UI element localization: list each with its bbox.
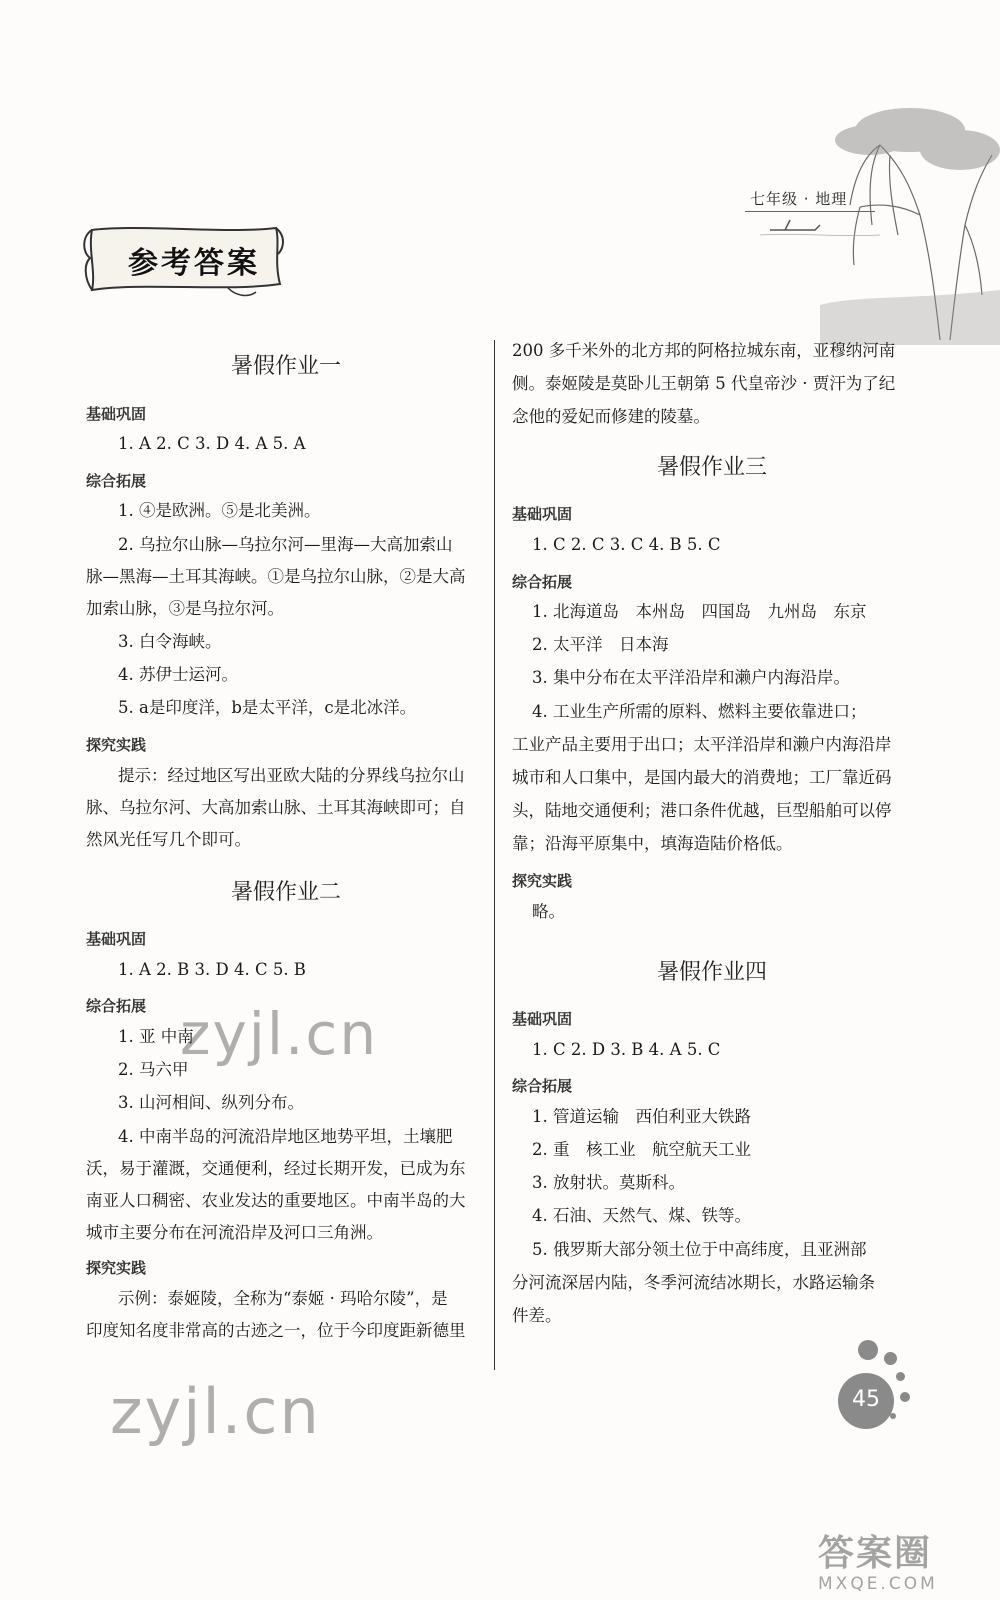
section-label: 探究实践	[86, 736, 147, 754]
answer-line: 1. A 2. B 3. D 4. C 5. B	[118, 960, 306, 979]
answer-line: 然风光任写几个即可。	[86, 830, 251, 849]
answer-line: 4. 苏伊士运河。	[118, 665, 238, 684]
answer-line: 4. 石油、天然气、煤、铁等。	[532, 1206, 751, 1225]
boat-icon	[770, 220, 820, 230]
answer-line: 靠；沿海平原集中，填海造陆价格低。	[512, 834, 793, 853]
corner-watermark	[818, 1525, 938, 1594]
answer-line: 1. A 2. C 3. D 4. A 5. A	[118, 434, 306, 453]
answer-line: 1. C 2. C 3. C 4. B 5. C	[532, 535, 721, 554]
answer-line: 1. C 2. D 3. B 4. A 5. C	[532, 1040, 721, 1059]
decor-dot	[884, 1352, 897, 1365]
section-title: 暑假作业三	[656, 455, 767, 480]
section-title: 暑假作业一	[230, 354, 341, 379]
section-label: 基础巩固	[86, 930, 147, 948]
answer-line: 3. 山河相间、纵列分布。	[118, 1093, 304, 1112]
answer-line: 2. 重 核工业 航空航天工业	[532, 1140, 751, 1159]
answer-line: 工业产品主要用于出口；太平洋沿岸和濑户内海沿岸	[512, 735, 892, 754]
answer-line: 3. 白令海峡。	[118, 632, 222, 651]
page-number: 45	[852, 1387, 880, 1412]
answer-line: 脉—黑海—土耳其海峡。①是乌拉尔山脉，②是大高	[86, 567, 466, 586]
answer-line: 4. 中南半岛的河流沿岸地区地势平坦，土壤肥	[118, 1127, 453, 1146]
header-underline	[745, 211, 875, 212]
answer-line: 3. 集中分布在太平洋沿岸和濑户内海沿岸。	[532, 668, 850, 687]
answer-line: 南亚人口稠密、农业发达的重要地区。中南半岛的大	[86, 1191, 466, 1210]
answer-line: 4. 工业生产所需的原料、燃料主要依靠进口；	[532, 702, 867, 721]
answer-line: 1. 亚 中南	[118, 1027, 194, 1046]
section-title: 暑假作业四	[656, 960, 767, 985]
answer-line: 1. 北海道岛 本州岛 四国岛 九州岛 东京	[532, 602, 867, 621]
answer-line: 略。	[532, 902, 565, 921]
answer-line: 1. ④是欧洲。⑤是北美洲。	[118, 501, 321, 520]
answer-line: 1. 管道运输 西伯利亚大铁路	[532, 1107, 751, 1126]
section-label: 基础巩固	[512, 505, 573, 523]
answer-line: 件差。	[512, 1306, 562, 1325]
decor-dot	[896, 1372, 905, 1381]
answer-line: 念他的爱妃而修建的陵墓。	[512, 407, 710, 426]
answer-line: 3. 放射状。莫斯科。	[532, 1173, 685, 1192]
answer-line: 沃，易于灌溉，交通便利，经过长期开发，已成为东	[86, 1159, 466, 1178]
answer-line: 2. 太平洋 日本海	[532, 635, 669, 654]
answer-line: 提示：经过地区写出亚欧大陆的分界线乌拉尔山	[118, 766, 465, 785]
column-divider	[494, 340, 495, 1370]
section-label: 探究实践	[86, 1259, 147, 1277]
grade-subject-label: 七年级 · 地理	[750, 190, 848, 208]
willow-landscape-illustration	[760, 95, 1000, 345]
section-label: 探究实践	[512, 872, 573, 890]
section-label: 综合拓展	[512, 573, 573, 591]
answer-line: 脉、乌拉尔河、大高加索山脉、土耳其海峡即可；自	[86, 798, 466, 817]
answer-line: 示例：泰姬陵，全称为“泰姬 · 玛哈尔陵”，是	[118, 1289, 448, 1308]
answer-line: 200 多千米外的北方邦的阿格拉城东南，亚穆纳河南	[512, 341, 896, 360]
answer-line: 侧。泰姬陵是莫卧儿王朝第 5 代皇帝沙 · 贾汗为了纪	[512, 374, 896, 393]
section-label: 综合拓展	[512, 1077, 573, 1095]
watermark-mid: zyjl.cn	[180, 1000, 379, 1068]
answer-line: 印度知名度非常高的古迹之一，位于今印度距新德里	[86, 1321, 466, 1340]
answer-line: 5. 俄罗斯大部分领土位于中高纬度，且亚洲部	[532, 1240, 867, 1259]
section-title: 暑假作业二	[230, 880, 341, 905]
decor-dot	[900, 1392, 910, 1402]
corner-watermark-top: 答案圈	[818, 1533, 933, 1574]
answer-line: 分河流深居内陆，冬季河流结冰期长，水路运输条	[512, 1273, 875, 1292]
answer-line: 2. 马六甲	[118, 1060, 189, 1079]
answer-line: 城市和人口集中，是国内最大的消费地；工厂靠近码	[512, 768, 892, 787]
corner-watermark-bottom: MXQE.COM	[818, 1574, 938, 1594]
answer-line: 加索山脉，③是乌拉尔河。	[86, 599, 284, 618]
answer-line: 城市主要分布在河流沿岸及河口三角洲。	[86, 1223, 383, 1242]
banner-title: 参考答案	[128, 246, 260, 281]
watermark-bottom: zyjl.cn	[110, 1375, 321, 1448]
decor-dot	[890, 1413, 896, 1419]
section-label: 综合拓展	[86, 997, 147, 1015]
answer-line: 2. 乌拉尔山脉—乌拉尔河—里海—大高加索山	[118, 535, 453, 554]
section-label: 基础巩固	[86, 405, 147, 423]
decor-dot	[858, 1340, 878, 1360]
answer-line: 头，陆地交通便利；港口条件优越，巨型船舶可以停	[512, 801, 892, 820]
section-label: 综合拓展	[86, 472, 147, 490]
section-label: 基础巩固	[512, 1010, 573, 1028]
answer-line: 5. a是印度洋，b是太平洋，c是北冰洋。	[118, 698, 417, 717]
